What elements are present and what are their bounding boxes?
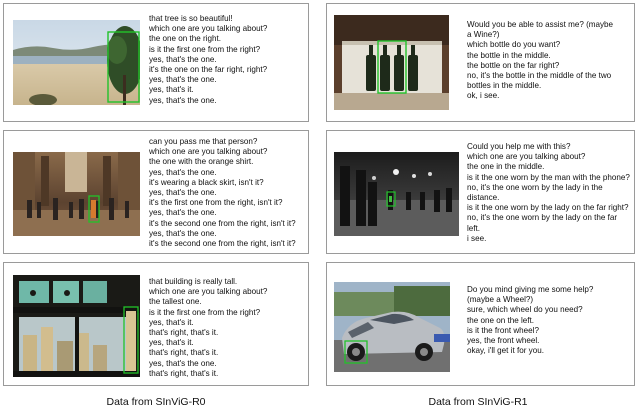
dialogue-line: yes, that's the one. — [149, 208, 217, 218]
example-panel-r0-building — [3, 262, 309, 386]
dialogue-line: that's right, that's it. — [149, 348, 219, 358]
dialogue-line: it's the second one from the right, isn't it? — [149, 218, 296, 228]
dialogue-line: is it the first one from the right? — [149, 44, 261, 54]
dialogue-line: (maybe a Wheel?) — [467, 295, 534, 305]
example-panel-r1-wine — [326, 3, 635, 122]
dialogue-line: which one are you talking about? — [149, 147, 268, 157]
photo-buildings — [13, 275, 140, 377]
caption-right: Data from SInViG-R1 — [428, 396, 528, 408]
dialogue-text — [467, 20, 613, 102]
dialogue-line: it's the one on the far right, right? — [149, 65, 268, 75]
dialogue-line: left. — [467, 223, 481, 233]
dialogue-line: is it the one worn by the man with the phone? — [467, 172, 630, 182]
dialogue-line: okay, i'll get it for you. — [467, 346, 544, 356]
photo-silver-car — [334, 282, 450, 372]
dialogue-line: yes, that's the one. — [149, 167, 217, 177]
dialogue-line: no, it's the one worn by the lady in the — [467, 182, 603, 192]
dialogue-line: Would you be able to assist me? (maybe — [467, 20, 614, 29]
dialogue-text — [467, 142, 630, 244]
dialogue-line: ok, i see. — [467, 91, 500, 101]
dialogue-line: Could you help me with this? — [467, 142, 571, 151]
dialogue-line: it's the second one from the right, isn't it? — [149, 239, 296, 249]
example-panel-r1-car — [326, 262, 635, 386]
dialogue-line: the bottle on the far right? — [467, 60, 560, 70]
dialogue-line: distance. — [467, 193, 500, 203]
dialogue-line: the one with the orange shirt. — [149, 157, 254, 167]
dialogue-line: yes, the front wheel. — [467, 336, 540, 346]
dialogue-line: no, it's the bottle in the middle of the two — [467, 71, 612, 81]
dialogue-line: yes, that's the one. — [149, 54, 217, 64]
dialogue-line: that tree is so beautiful! — [149, 14, 233, 23]
dialogue-line: can you pass me that person? — [149, 137, 258, 146]
photo-beach-tree — [13, 20, 140, 105]
example-panel-r1-street — [326, 130, 635, 254]
dialogue-line: yes, that's the one. — [149, 95, 217, 105]
dialogue-line: that's right, that's it. — [149, 368, 219, 378]
dialogue-line: yes, that's the one. — [149, 75, 217, 85]
dialogue-line: the one on the left. — [467, 315, 535, 325]
dialogue-line: the tallest one. — [149, 297, 202, 307]
dialogue-line: yes, that's it. — [149, 317, 194, 327]
dialogue-line: yes, that's it. — [149, 85, 194, 95]
dialogue-line: the one on the right. — [149, 34, 221, 44]
dialogue-line: i see. — [467, 233, 487, 243]
photo-crowd — [13, 152, 140, 236]
photo-night-street — [334, 152, 459, 236]
example-panel-r0-tree — [3, 3, 309, 122]
dialogue-line: is it the one worn by the lady on the far right? — [467, 203, 629, 213]
dialogue-line: the one in the middle. — [467, 162, 545, 172]
dialogue-line: that building is really tall. — [149, 277, 238, 286]
dialogue-text — [149, 277, 267, 379]
dialogue-line: yes, that's the one. — [149, 188, 217, 198]
dialogue-line: which one are you talking about? — [149, 24, 268, 34]
photo-wine-bottles — [334, 15, 449, 110]
dialogue-line: is it the first one from the right? — [149, 307, 261, 317]
dialogue-text — [149, 14, 267, 106]
dialogue-line: no, it's the one worn by the lady on the far — [467, 213, 618, 223]
dialogue-line: which one are you talking about? — [149, 287, 268, 297]
dialogue-text — [149, 137, 296, 249]
dialogue-line: is it the front wheel? — [467, 325, 539, 335]
dialogue-line: which bottle do you want? — [467, 40, 561, 50]
dialogue-line: Do you mind giving me some help? — [467, 285, 594, 294]
example-panel-r0-person — [3, 130, 309, 254]
dialogue-line: yes, that's it. — [149, 338, 194, 348]
dialogue-line: which one are you talking about? — [467, 152, 586, 162]
dialogue-line: the bottle in the middle. — [467, 50, 551, 60]
dialogue-line: sure, which wheel do you need? — [467, 305, 583, 315]
dialogue-line: yes, that's the one. — [149, 358, 217, 368]
dialogue-line: that's right, that's it. — [149, 328, 219, 338]
dialogue-line: bottles in the middle. — [467, 81, 542, 91]
caption-left: Data from SInViG-R0 — [106, 396, 206, 408]
dialogue-text — [467, 285, 593, 356]
dialogue-line: it's the first one from the right, isn't it? — [149, 198, 283, 208]
dialogue-line: a Wine?) — [467, 30, 500, 40]
dialogue-line: it's wearing a black skirt, isn't it? — [149, 177, 264, 187]
dialogue-line: yes, that's the one. — [149, 228, 217, 238]
